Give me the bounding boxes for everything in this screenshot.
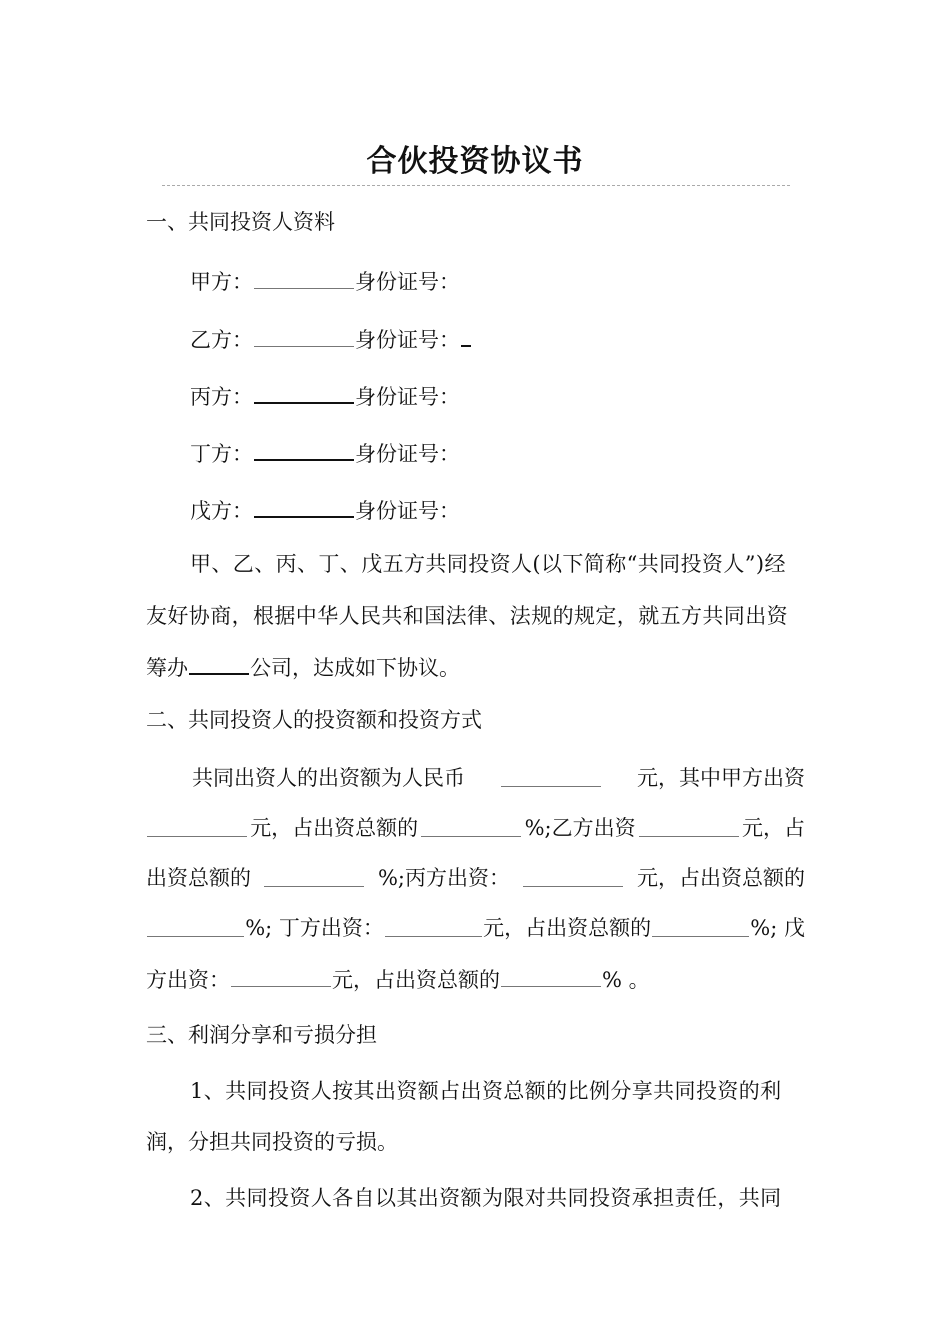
liability-line-1: 2、共同投资人各自以其出资额为限对共同投资承担责任，共同 [190, 1186, 782, 1210]
company-blank [189, 655, 249, 675]
percent-blank [652, 918, 749, 937]
name-blank [254, 384, 354, 404]
investment-text: %;丙方出资： [377, 866, 510, 890]
id-label: 身份证号： [355, 328, 460, 352]
section-heading-1: 一、共同投资人资料 [146, 210, 335, 234]
intro-text: 公司，达成如下协议。 [250, 656, 460, 680]
investment-text: 元，占出资总额的 [332, 968, 500, 992]
party-label: 丙方： [190, 385, 253, 409]
name-blank [254, 498, 354, 518]
id-label: 身份证号： [355, 499, 460, 523]
profit-line-2: 润，分担共同投资的亏损。 [146, 1130, 398, 1154]
investment-text: 出资总额的 [146, 866, 251, 890]
investment-line-1 [192, 768, 805, 789]
party-label: 戊方： [190, 499, 253, 523]
party-label: 甲方： [190, 270, 253, 294]
investment-text: % 。 [602, 968, 650, 992]
party-row-d [190, 441, 460, 465]
intro-line-1: 甲、乙、丙、丁、戊五方共同投资人(以下简称“共同投资人”)经 [190, 552, 786, 576]
party-label: 丁方： [190, 442, 253, 466]
section-heading-3: 三、利润分享和亏损分担 [146, 1023, 377, 1047]
party-label: 乙方： [190, 328, 253, 352]
id-label: 身份证号： [355, 442, 460, 466]
investment-line-2 [146, 818, 805, 839]
amount-blank [147, 818, 247, 837]
amount-blank [231, 968, 331, 987]
id-label: 身份证号： [355, 270, 460, 294]
percent-blank [147, 918, 244, 937]
party-row-e [190, 498, 460, 522]
investment-text: %;乙方出资 [524, 816, 636, 840]
profit-line-1: 1、共同投资人按其出资额占出资总额的比例分享共同投资的利 [190, 1079, 782, 1103]
title-divider [162, 185, 790, 186]
name-blank [254, 441, 354, 461]
amount-blank [385, 918, 482, 937]
investment-text: 元，占出资总额的 [636, 866, 805, 890]
investment-text: %; 戊 [750, 916, 805, 940]
intro-line-2: 友好协商，根据中华人民共和国法律、法规的规定，就五方共同出资 [146, 604, 788, 628]
section-heading-2: 二、共同投资人的投资额和投资方式 [146, 708, 482, 732]
percent-blank [264, 868, 364, 887]
id-blank [461, 327, 471, 347]
id-label: 身份证号： [355, 385, 460, 409]
name-blank [254, 270, 354, 289]
investment-line-4 [146, 918, 805, 939]
investment-line-3 [146, 868, 805, 889]
name-blank [254, 328, 354, 347]
percent-blank [501, 968, 601, 987]
percent-blank [421, 818, 521, 837]
party-row-c [190, 384, 460, 408]
investment-text: 元，占出资总额的 [250, 816, 419, 840]
intro-line-3 [146, 655, 460, 679]
party-row-b [190, 327, 472, 351]
investment-text: 元，其中甲方出资 [637, 766, 805, 790]
amount-blank [523, 868, 623, 887]
document-title: 合伙投资协议书 [366, 144, 584, 179]
investment-text: 共同出资人的出资额为人民币 [192, 766, 465, 790]
investment-line-5 [146, 968, 650, 991]
intro-text: 筹办 [146, 656, 188, 680]
investment-text: %; 丁方出资： [245, 916, 384, 940]
party-row-a [190, 270, 460, 293]
investment-text: 元，占出资总额的 [483, 916, 652, 940]
amount-blank [639, 818, 739, 837]
investment-text: 方出资： [146, 968, 230, 992]
investment-text: 元，占 [741, 816, 805, 840]
amount-blank [501, 768, 601, 787]
